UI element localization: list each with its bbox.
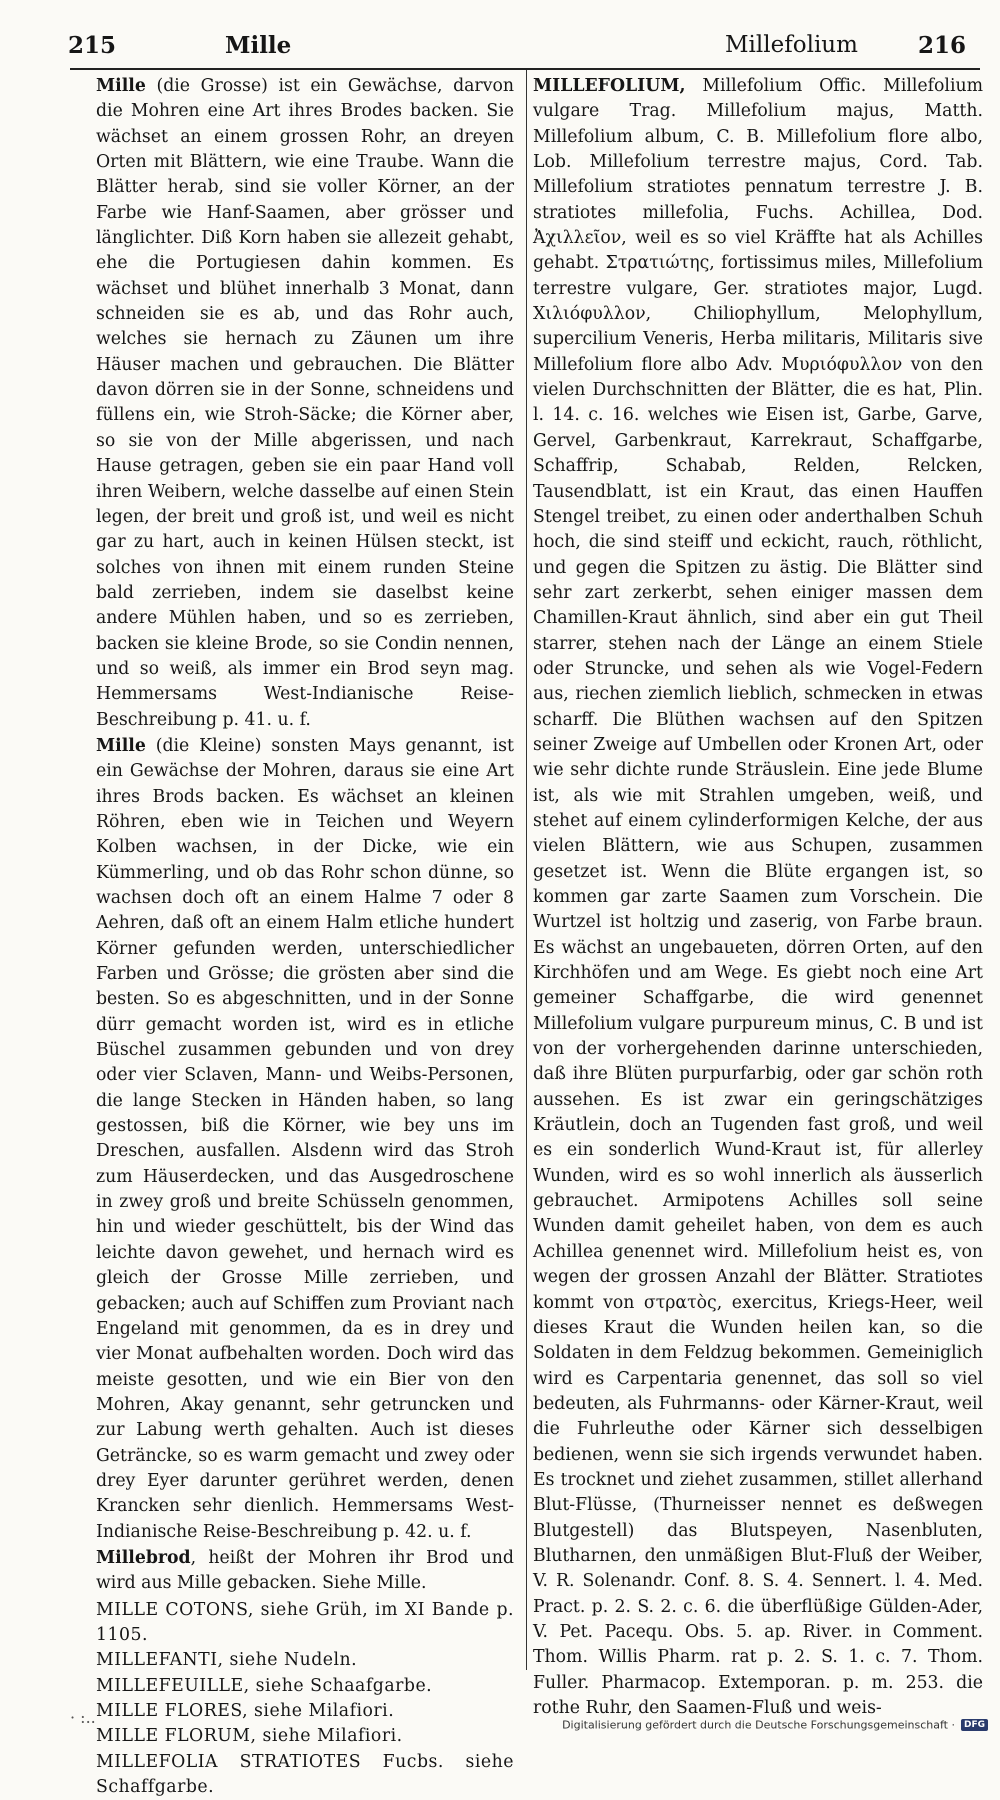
cross-reference: MILLE FLORUM, siehe Milafiori. [96,1726,403,1747]
headword: Millebrod [96,1547,191,1568]
entry-text: (die Grosse) ist ein Gewächse, darvon die Mohren eine Art ihres Brodes backen. Sie wächset an einem grossen Rohr, an dreyen Orten mit Blättern, wie eine Traube. Wann die Blätter herab, sind sie voller Körner, an der Farbe wie Hanf-Saamen, aber grösser und länglichter. Diß Korn haben sie allezeit gehabt, ehe die Portugiesen dahin kommen. Es wächset und blühet innerhalb 3 Monat, dann schneiden sie es ab, und das Rohr auch, welches sie hernach zu Zäunen um ihre Häuser machen und gebrauchen. Die Blätter davon dörren sie in der Sonne, schneidens und füllens ein, wie Stroh-Säcke; die Körner aber, so sie von der Mille abgerissen, und nach Hause getragen, geben sie ein paar Hand voll ihren Weibern, welche dasselbe auf einen Stein legen, der breit und groß ist, und weil es nicht gar zu hart, auch in keinen Hülsen steckt, ist solches von ihnen mit einem runden Steine bald zerrieben, indem sie daselbst keine andere Mühlen haben, und so es zerrieben, backen sie kleine Brode, so sie Condin nennen, und so weiß, als immer ein Brod seyn mag. Hemmersams West-Indianische Reise-Beschreibung p. 41. u. f. [96,76,514,730]
left-column [96,74,514,1800]
dfg-logo: DFG [961,1719,988,1731]
entry-text: (die Kleine) sonsten Mays genannt, ist ein Gewächse der Mohren, daraus sie eine Art ihres Brods backen. Es wächset an kleinen Röhren, eben wie in Teichen und Weyern Kolben wachsen, in der Dicke, wie ein Kümmerling, und ob das Rohr schon dünne, so wachsen doch oft an einem Halme 7 oder 8 Aehren, daß oft an einem Halm etliche hundert Körner gefunden werden, unterschiedlicher Farben und Grösse; die grösten aber sind die besten. So es abgeschnitten, und in der Sonne dürr gemacht worden ist, wird es in etliche Büschel zusammen gebunden und von drey oder vier Sclaven, Mann- und Weibs-Personen, die lange Stecken in Händen haben, so lang gestossen, biß die Körner, wie bey uns im Dreschen, ausfallen. Alsdenn wird das Stroh zum Häuserdecken, und das Ausgedroschene in zwey groß und breite Schüsseln genommen, hin und wieder geschüttelt, bis der Wind das leichte davon gewehet, und hernach wird es gleich der Grosse Mille zerrieben, und gebacken; auch auf Schiffen zum Proviant nach Engeland mit genommen, da es in drey und vier Monat aufbehalten worden. Doch wird das meiste gesotten, und wie ein Bier von den Mohren, Akay genannt, sehr getruncken und zur Labung werth gehalten. Auch ist dieses Geträncke, so es warm gemacht und zwey oder drey Eyer darunter gerühret werden, denen Krancken sehr dienlich. Hemmersams West-Indianische Reise-Beschreibung p. 42. u. f. [96,735,514,1542]
entry-millebrod [96,1546,514,1597]
header-rule [70,68,980,70]
cross-reference: MILLEFANTI, siehe Nudeln. [96,1650,358,1671]
column-divider [526,70,527,1670]
headword: Mille [96,735,146,756]
page-number-right: 216 [917,32,966,59]
digitization-footer [562,1718,988,1732]
page-number-left: 215 [68,32,117,59]
cross-reference: MILLE FLORES, siehe Milafiori. [96,1701,395,1721]
cross-reference: MILLEFOLIA STRATIOTES Fucbs. siehe Schaffgarbe. [96,1751,514,1798]
running-head [60,28,980,62]
right-column [533,74,983,1722]
cross-reference: MILLE COTONS, siehe Grüh, im XI Bande p. 1105. [96,1599,514,1645]
running-keyword-right: Millefolium [725,32,858,58]
running-keyword-left: Mille [225,32,292,59]
entry-text: Millefolium Offic. Millefolium vulgare Trag. Millefolium majus, Matth. Millefolium album, C. B. Millefolium flore albo, Lob. Millefolium terrestre majus, Cord. Tab. Millefolium stratiotes pennatum terrestre J. B. stratiotes millefolia, Fuchs. Achillea, Dod. Ἀχιλλεῖον, weil es so viel Kräffte hat als Achilles gehabt. Στρατιώτης, fortissimus miles, Millefolium terrestre vulgare, Ger. stratiotes major, Lugd. Χιλιόφυλλον, Chiliophyllum, Melophyllum, supercilium Veneris, Herba militaris, Militaris sive Millefolium flore albo Adv. Μυριόφυλλον von den vielen Durchschnitten der Blätter, die es hat, Plin. l. 14. c. 16. welches wie Eisen ist, Garbe, Garve, Gervel, Garbenkraut, Karrekraut, Schaffgarbe, Schaffrip, Schabab, Relden, Relcken, Tausendblatt, ist ein Kraut, das einen Hauffen Stengel treibet, zu einen oder anderthalben Schuh hoch, die sind steiff und eckicht, rauch, röthlicht, und gegen die Spitzen zu ästig. Die Blätter sind sehr zart zerkerbt, sehen einiger massen dem Chamillen-Kraut ähnlich, sind aber ein gut Theil starrer, stehen nach der Länge an einem Stiele oder Struncke, und sehen als wie Vogel-Federn aus, riechen ziemlich lieblich, schmecken in etwas scharff. Die Blüthen wachsen auf den Spitzen seiner Zweige auf Umbellen oder Kronen Art, oder wie sehr dichte runde Sträuslein. Eine jede Blume ist, als wie mit Strahlen umgeben, weiß, und stehet auf einem cylinderformigen Kelche, der aus vielen Blättern, wie aus Schupen, zusammen gesetzet ist. Wenn die Blüte ergangen ist, so kommen gar zarte Saamen zum Vorschein. Die Wurtzel ist holtzig und zaserig, von Farbe braun. Es wächst an ungebaueten, dörren Orten, auf den Kirchhöfen und am Wege. Es giebt noch eine Art gemeiner Schaffgarbe, die wird genennet Millefolium vulgare purpureum minus, C. B und ist von der vorhergehenden darinne unterschieden, daß ihre Blüten purpurfarbig, oder gar schön roth aussehen. Es ist zwar ein geringschätziges Kräutlein, doch an Tugenden fast groß, und weil es ein sonderlich Wund-Kraut ist, für allerley Wunden, wird es so wohl innerlich als äusserlich gebrauchet. Armipotens Achilles soll seine Wunden damit geheilet haben, von dem es auch Achillea genennet wird. Millefolium heist es, von wegen der grossen Anzahl der Blätter. Stratiotes kommt von στρατὸς, exercitus, Kriegs-Heer, weil dieses Kraut die Wunden heilen kan, so die Soldaten in dem Feldzug bekommen. Gemeiniglich wird es Carpentaria genennet, das soll so viel bedeuten, als Fuhrmanns- oder Kärner-Kraut, weil die Fuhrleuthe oder Kärner sich desselbigen bedienen, wenn sie sich irgends verwundet haben. Es trocknet und ziehet zusammen, stillet allerhand Blut-Flüsse, (Thurneisser nennet es deßwegen Blutgestell) das Blutspeyen, Nasenbluten, Blutharnen, den unmäßigen Blut-Fluß der Weiber, V. R. Solenandr. Conf. 8. S. 4. Sennert. l. 4. Med. Pract. p. 2. S. 2. c. 6. die überflüßige Gülden-Ader, V. Pet. Pacequ. Obs. 5. ap. River. in Comment. Thom. Willis Pharm. rat p. 2. S. 1. c. 7. Thom. Fuller. Pharmacop. Extemporan. p. m. 253. die rothe Ruhr, den Saamen-Fluß und weis- [533,76,983,1718]
bottom-mark: · :.. [70,1708,96,1727]
entry-mille-kleine [96,734,514,1545]
entry-millefolium [533,74,983,1721]
headword: Mille [96,76,146,96]
cross-reference: MILLEFEUILLE, siehe Schaafgarbe. [96,1675,433,1696]
footer-text: Digitalisierung gefördert durch die Deutsche Forschungsgemeinschaft · [562,1718,955,1731]
entry-mille-grosse [96,74,514,733]
headword: MILLEFOLIUM, [533,76,686,96]
entry-text: , heißt der Mohren ihr Brod und wird aus Mille gebacken. Siehe Mille. [96,1547,514,1594]
